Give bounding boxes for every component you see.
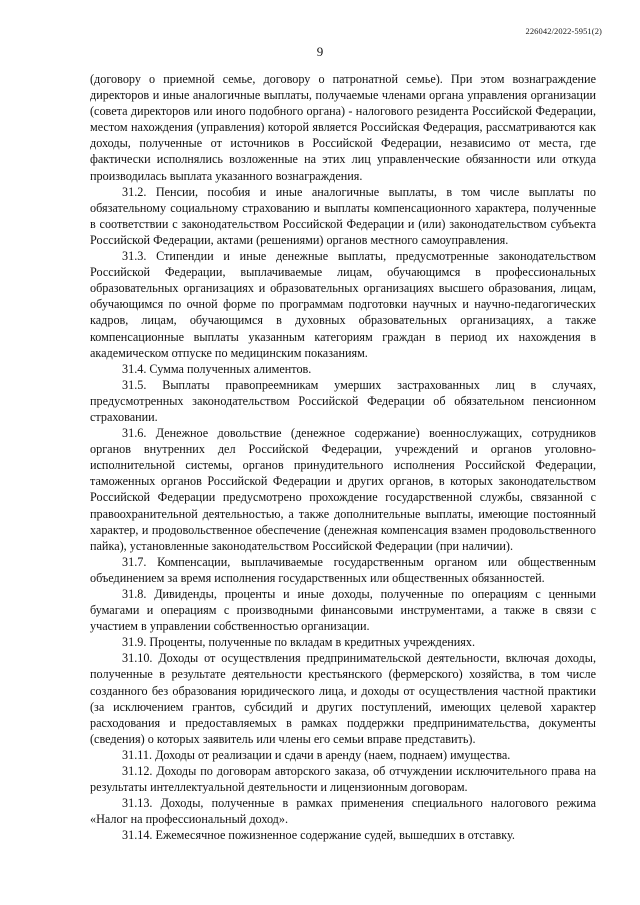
paragraph-31-14: 31.14. Ежемесячное пожизненное содержание судей, вышедших в отставку.	[122, 828, 515, 843]
paragraph-31-6: 31.6. Денежное довольствие (денежное содержание) военнослужащих, сотрудников органов внутренних дел Российской Федерации, учреждений и органов уголовно-исполнительной системы, органов принудительного исполнения Российской Федерации, таможенных органов Российской Федерации и других органов, в которых законодательством Российской Федерации предусмотрено прохождение государственной службы, связанной с правоохранительной деятельностью, а также дополнительные выплаты, имеющие постоянный характер, и продовольственное обеспечение (денежная компенсация взамен продовольственного пайка), установленные законодательством Российской Федерации (при наличии).	[90, 426, 596, 553]
paragraph-continuation: (договору о приемной семье, договору о патронатной семье). При этом вознаграждение директоров и иные аналогичные выплаты, получаемые членами органа управления организации (совета директоров или иного подобного органа) - налогового резидента Российской Федерации, местом нахождения (управления) которой является Российская Федерация, рассматриваются как доходы, полученные от источников в Российской Федерации, независимо от места, где фактически исполнялись возложенные на этих лиц управленческие обязанности или откуда производилась выплата указанного вознаграждения.	[90, 72, 596, 183]
paragraph-31-5: 31.5. Выплаты правопреемникам умерших застрахованных лиц в случаях, предусмотренных законодательством Российской Федерации об обязательном пенсионном страховании.	[90, 377, 596, 424]
document-body	[90, 71, 596, 844]
paragraph-31-13: 31.13. Доходы, полученные в рамках применения специального налогового режима «Налог на профессиональный доход».	[90, 796, 596, 827]
paragraph-31-2: 31.2. Пенсии, пособия и иные аналогичные выплаты, в том числе выплаты по обязательному социальному страхованию и выплаты компенсационного характера, полученные в соответствии с законодательством Российской Федерации и (или) законодательством субъекта Российской Федерации, актами (решениями) органов местного самоуправления.	[90, 184, 596, 247]
paragraph-31-12: 31.12. Доходы по договорам авторского заказа, об отчуждении исключительного права на результаты интеллектуальной деятельности и лицензионным договорам.	[90, 764, 596, 795]
paragraph-31-3: 31.3. Стипендии и иные денежные выплаты, предусмотренные законодательством Российской Федерации, выплачиваемые лицам, обучающимся в профессиональных образовательных организациях и образовательных организациях высшего образования, лицам, обучающимся по очной форме по программам подготовки научных и научно-педагогических кадров, лицам, обучающимся в духовных образовательных организациях, а также компенсационные выплаты указанным категориям граждан в период их нахождения в академическом отпуске по медицинским показаниям.	[90, 249, 596, 360]
paragraph-31-4: 31.4. Сумма полученных алиментов.	[122, 361, 312, 376]
page-number: 9	[316, 44, 324, 59]
paragraph-31-9: 31.9. Проценты, полученные по вкладам в кредитных учреждениях.	[122, 635, 476, 650]
paragraph-31-10: 31.10. Доходы от осуществления предпринимательской деятельности, включая доходы, полученные в результате деятельности крестьянского (фермерского) хозяйства, в том числе созданного без образования юридического лица, и доходы от осуществления частной практики (за исключением грантов, субсидий и других поступлений, имеющих целевой характер расходования и предоставляемых в рамках поддержки предпринимательства, документы (сведения) о которых заявитель или члены его семьи вправе представить).	[90, 651, 596, 746]
paragraph-31-11: 31.11. Доходы от реализации и сдачи в аренду (наем, поднаем) имущества.	[122, 747, 511, 762]
paragraph-31-7: 31.7. Компенсации, выплачиваемые государственным органом или общественным объединением за время исполнения государственных или общественных обязанностей.	[90, 554, 596, 585]
document-id: 226042/2022-5951(2)	[525, 26, 602, 36]
paragraph-31-8: 31.8. Дивиденды, проценты и иные доходы, полученные по операциям с ценными бумагами и операциям с производными финансовыми инструментами, а также в связи с участием в управлении собственностью организации.	[90, 587, 596, 634]
